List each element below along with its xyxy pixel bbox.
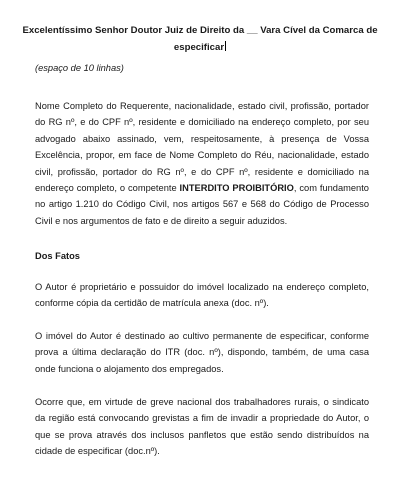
intro-text-part1: Nome Completo do Requerente, nacionalidade, estado civil, profissão, portador do RG nº, e do CPF nº, residente e domiciliado na endereço completo, por seu advogado abaixo assinado, vem, respeitosamente, à presença de Vossa Excelência, propor, em face de Nome Completo do Réu, nacionalidade, estado civil, profissão, portador do RG nº, e do CPF nº, residente e domiciliado na endereço completo, o competente bbox=[35, 101, 369, 194]
intro-text-part2: , com fundamento no artigo 1.210 do Código Civil, nos artigos 567 e 568 do Código de Processo Civil e nos argumentos de fato e de direito a seguir aduzidos. bbox=[35, 183, 369, 226]
heading-line-1: Excelentíssimo Senhor Doutor Juiz de Direito da __ Vara Cível da Comarca de bbox=[22, 25, 378, 36]
intro-emphasis: INTERDITO PROIBITÓRIO bbox=[179, 183, 294, 194]
intro-paragraph bbox=[35, 98, 369, 229]
fact-paragraph-3: Ocorre que, em virtude de greve nacional dos trabalhadores rurais, o sindicato da região está convocando grevistas a fim de invadir a propriedade do Autor, o que se prova através dos inclusos panfletos que estão sendo distribuídos na cidade de especificar (doc.nº). bbox=[35, 397, 369, 457]
section-title: Dos Fatos bbox=[35, 251, 80, 261]
document-heading bbox=[22, 22, 378, 56]
fact-paragraph-1: O Autor é proprietário e possuidor do imóvel localizado na endereço completo, conforme cópia da certidão de matrícula anexa (doc. nº). bbox=[35, 282, 369, 309]
fact-paragraph-2: O imóvel do Autor é destinado ao cultivo permanente de especificar, conforme prova a última declaração do ITR (doc. nº), dispondo, também, de uma casa onde funciona o alojamento dos empregados. bbox=[35, 331, 369, 374]
heading-line-2 bbox=[22, 39, 378, 56]
heading-line-2-text: especificar bbox=[173, 42, 225, 53]
space-note: (espaço de 10 linhas) bbox=[35, 63, 124, 73]
text-cursor bbox=[225, 41, 226, 51]
